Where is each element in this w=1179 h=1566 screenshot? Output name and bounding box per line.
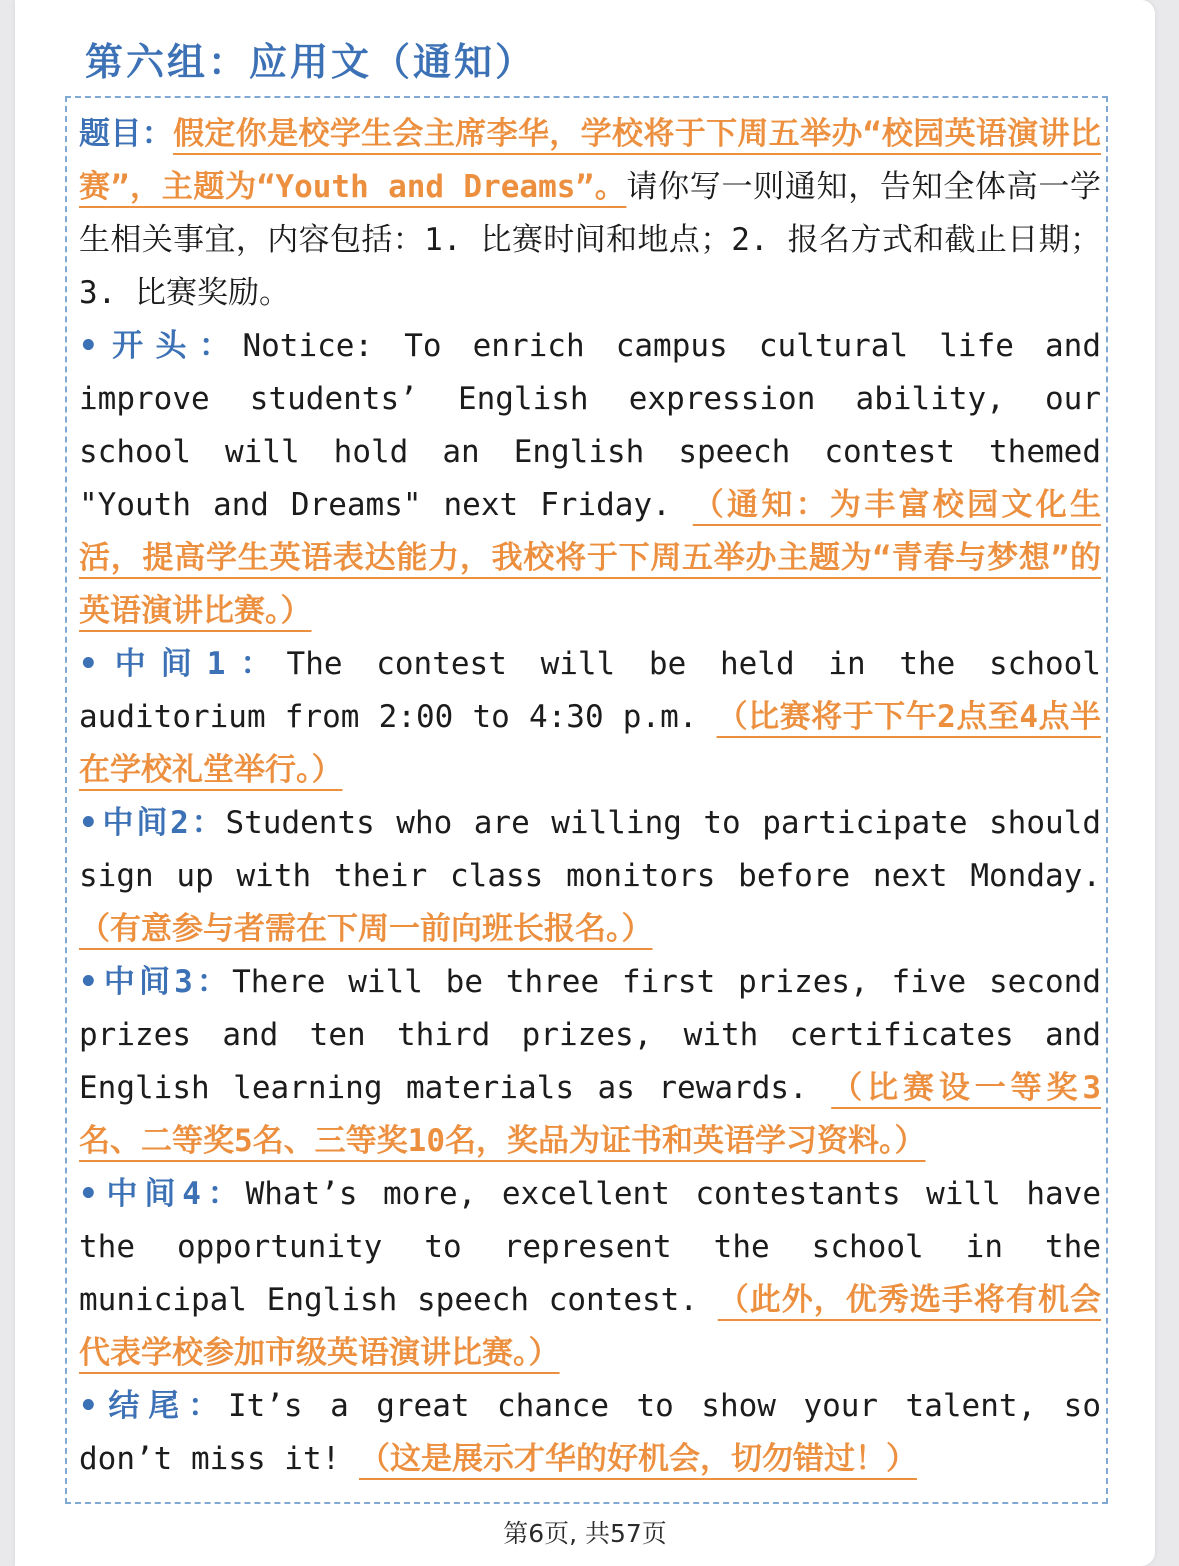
bullet-icon: • [79,805,98,841]
content-box [65,96,1108,1504]
chinese-translation: （比赛设一等奖3名、二等奖5名、三等奖10名，奖品为证书和英语学习资料。） [79,1070,1101,1159]
section-timu [79,108,1101,320]
bullet-icon: • [79,964,98,1000]
body-text: Notice: To enrich campus cultural life and improve students’ English expression ability, our school will hold an English speech contest themed "Youth and Dreams" next Friday. [79,328,1101,523]
document-page [15,0,1155,1566]
section-label: 中间4： [99,1176,246,1212]
chinese-translation: （这是展示才华的好机会，切勿错过！） [358,1441,917,1477]
bullet-icon: • [79,1388,98,1424]
page-number-footer: 第6页, 共57页 [503,1519,667,1548]
body-text: Students who are willing to participate should sign up with their class monitors before next Monday. [79,805,1101,894]
body-text: It’s a great chance to show your talent, so don’t miss it! [79,1388,1101,1477]
body-text: 请你写一则通知，告知全体高一学生相关事宜，内容包括：1. 比赛时间和地点；2. 报名方式和截止日期；3. 比赛奖励。 [79,169,1101,311]
section-zhongjian4 [79,1168,1101,1380]
body-text: There will be three first prizes, five second prizes and ten third prizes, with certificates and English learning materials as rewards. [79,964,1101,1106]
chinese-translation: （通知：为丰富校园文化生活，提高学生英语表达能力，我校将于下周五举办主题为“青春与梦想”的英语演讲比赛。） [79,487,1102,629]
bullet-icon: • [79,646,98,682]
page-title: 第六组：应用文（通知） [85,40,537,84]
body-text: What’s more, excellent contestants will have the opportunity to represent the school in the municipal English speech contest. [79,1176,1101,1318]
chinese-translation: 假定你是校学生会主席李华，学校将于下周五举办“校园英语演讲比赛”，主题为“Youth and Dreams”。 [79,116,1101,205]
section-label: 中间2： [99,805,226,841]
chinese-translation: （此外，优秀选手将有机会代表学校参加市级英语演讲比赛。） [79,1282,1102,1371]
section-label: 题目： [79,116,174,152]
section-jiewei [79,1380,1101,1486]
section-label: 中间1： [99,646,287,682]
section-zhongjian2 [79,797,1101,956]
chinese-translation: （比赛将于下午2点至4点半在学校礼堂举行。） [79,699,1102,788]
section-label: 开头： [99,328,243,364]
bullet-icon: • [79,1176,98,1212]
section-kaitou [79,320,1101,638]
section-zhongjian3 [79,956,1101,1168]
bullet-icon: • [79,328,98,364]
section-label: 中间3： [99,964,233,1000]
section-zhongjian1 [79,638,1101,797]
body-text: The contest will be held in the school auditorium from 2:00 to 4:30 p.m. [79,646,1102,735]
section-label: 结尾： [99,1388,228,1424]
chinese-translation: （有意参与者需在下周一前向班长报名。） [79,911,653,947]
